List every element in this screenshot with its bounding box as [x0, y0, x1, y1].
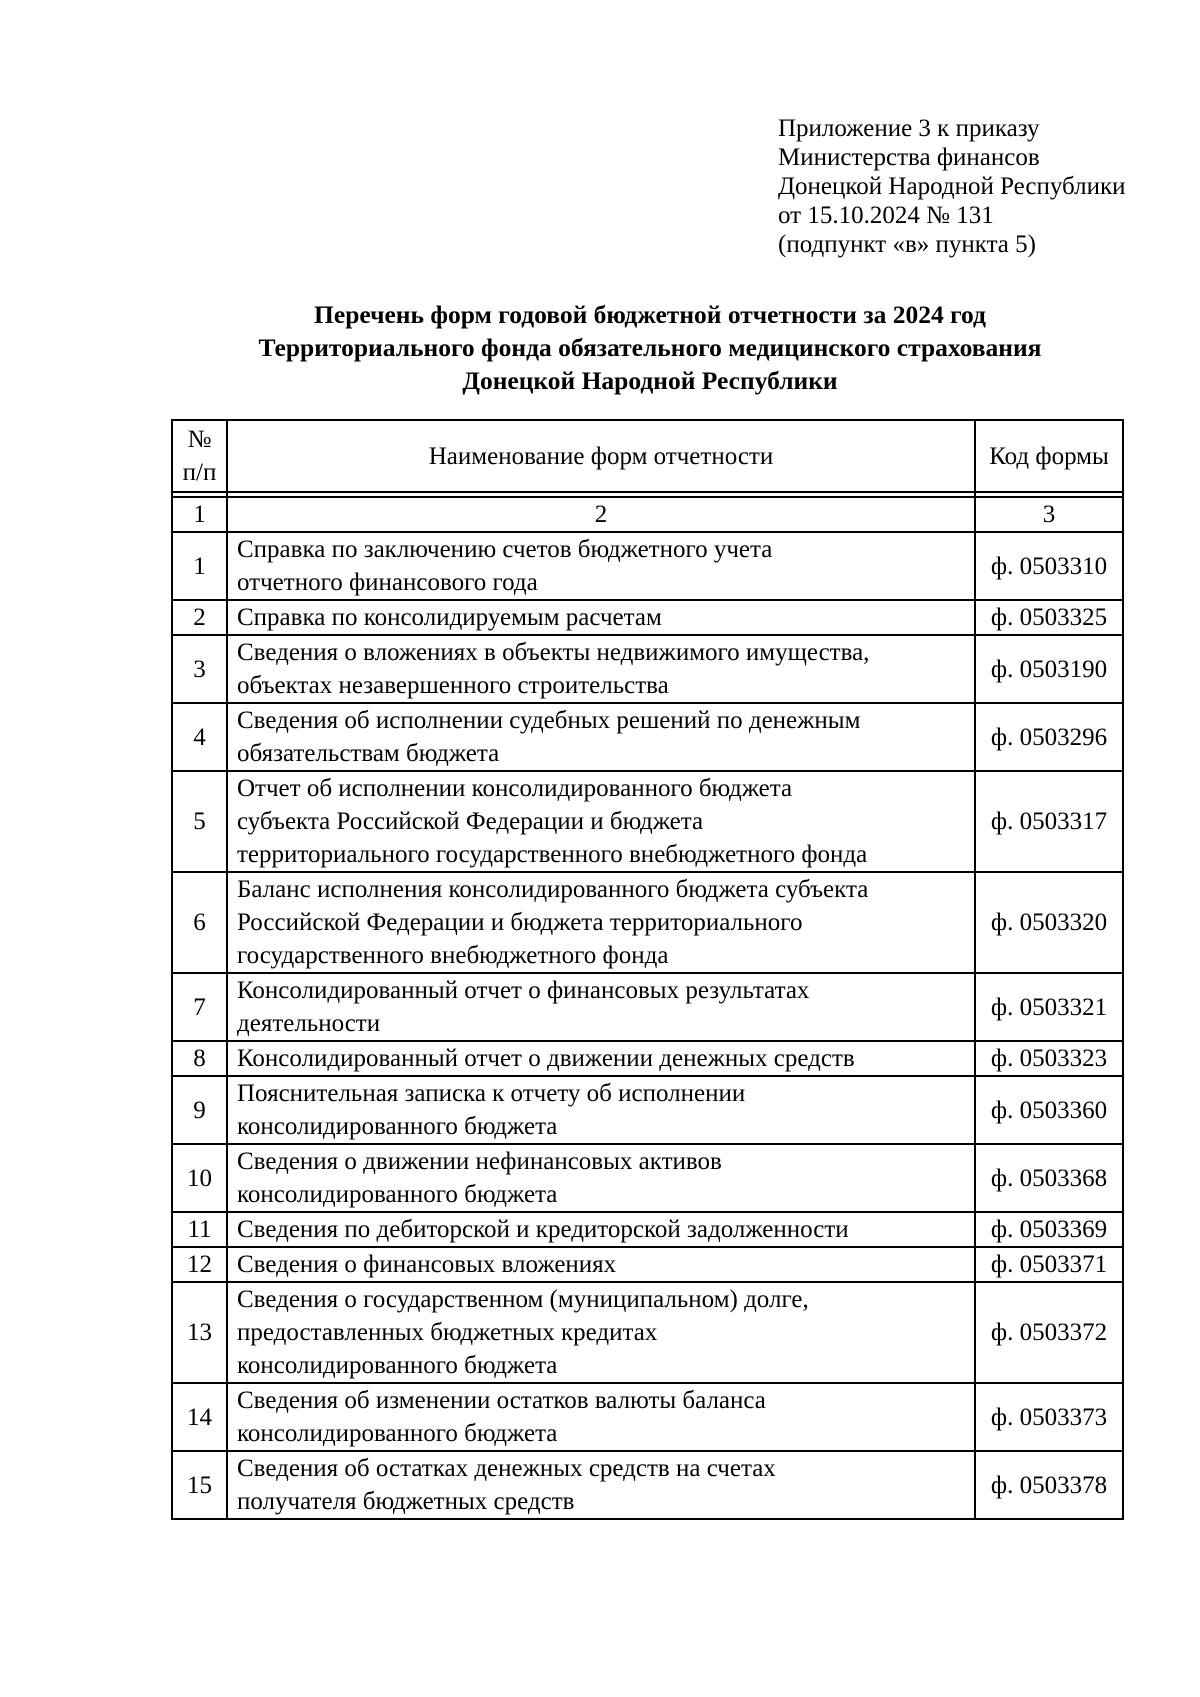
- form-name-line: консолидированного бюджета: [237, 1352, 558, 1379]
- table-row: [172, 1247, 1123, 1282]
- annex-line: Приложение 3 к приказу: [778, 115, 1040, 142]
- form-name: [227, 600, 975, 635]
- row-number: 8: [172, 1041, 227, 1076]
- form-name-line: деятельности: [237, 1010, 381, 1037]
- form-name-line: Справка по консолидируемым расчетам: [237, 604, 662, 631]
- column-index-1: 1: [172, 497, 227, 532]
- table-row: [172, 1451, 1123, 1519]
- table-row: [172, 1041, 1123, 1076]
- form-name: [227, 1451, 975, 1519]
- form-code: ф. 0503190: [975, 635, 1123, 703]
- form-name: [227, 1212, 975, 1247]
- form-code: ф. 0503296: [975, 703, 1123, 771]
- form-name-line: Справка по заключению счетов бюджетного учета: [237, 536, 773, 563]
- form-name: [227, 771, 975, 872]
- row-number: 3: [172, 635, 227, 703]
- form-name: [227, 1282, 975, 1383]
- form-name-line: отчетного финансового года: [237, 569, 538, 596]
- form-name-line: государственного внебюджетного фонда: [237, 942, 669, 969]
- row-number: 15: [172, 1451, 227, 1519]
- table-row: [172, 872, 1123, 973]
- row-number: 2: [172, 600, 227, 635]
- row-number: 4: [172, 703, 227, 771]
- form-name-line: Отчет об исполнении консолидированного бюджета: [237, 775, 793, 802]
- form-code: ф. 0503360: [975, 1076, 1123, 1144]
- header-num: [172, 420, 227, 492]
- header-code: Код формы: [975, 420, 1123, 492]
- form-code: ф. 0503325: [975, 600, 1123, 635]
- form-name-line: консолидированного бюджета: [237, 1420, 558, 1447]
- document-title: [0, 298, 1200, 397]
- annex-line: Министерства финансов: [778, 144, 1040, 171]
- column-index-2: 2: [227, 497, 975, 532]
- table-row: [172, 600, 1123, 635]
- table-row: [172, 1282, 1123, 1383]
- table-body: [172, 492, 1123, 1519]
- table-row: [172, 703, 1123, 771]
- form-name-line: Сведения о финансовых вложениях: [237, 1251, 617, 1278]
- form-name-line: Российской Федерации и бюджета территориального: [237, 909, 803, 936]
- forms-table: [171, 419, 1124, 1520]
- form-code: ф. 0503317: [975, 771, 1123, 872]
- form-name-line: Сведения по дебиторской и кредиторской задолженности: [237, 1216, 849, 1243]
- form-name-line: Сведения об изменении остатков валюты баланса: [237, 1387, 766, 1414]
- table-row: [172, 771, 1123, 872]
- column-index-row: [172, 497, 1123, 532]
- row-number: 13: [172, 1282, 227, 1383]
- form-name-line: Сведения о движении нефинансовых активов: [237, 1148, 722, 1175]
- form-name-line: консолидированного бюджета: [237, 1113, 558, 1140]
- row-number: 14: [172, 1383, 227, 1451]
- form-name: [227, 532, 975, 600]
- header-num-line2: п/п: [182, 459, 217, 486]
- form-name-line: консолидированного бюджета: [237, 1181, 558, 1208]
- title-line: Донецкой Народной Республики: [462, 366, 838, 395]
- form-name: [227, 703, 975, 771]
- form-name: [227, 1383, 975, 1451]
- annex-line: (подпункт «в» пункта 5): [778, 231, 1036, 258]
- form-code: ф. 0503323: [975, 1041, 1123, 1076]
- form-name: [227, 1247, 975, 1282]
- header-num-line1: №: [187, 426, 212, 453]
- form-name: [227, 973, 975, 1041]
- form-name: [227, 1076, 975, 1144]
- table-row: [172, 1076, 1123, 1144]
- form-code: ф. 0503320: [975, 872, 1123, 973]
- table-row: [172, 635, 1123, 703]
- annex-line: от 15.10.2024 № 131: [778, 202, 994, 229]
- form-code: ф. 0503368: [975, 1144, 1123, 1212]
- form-code: ф. 0503373: [975, 1383, 1123, 1451]
- table-row: [172, 1144, 1123, 1212]
- table-header-row: [172, 420, 1123, 492]
- form-name-line: предоставленных бюджетных кредитах: [237, 1319, 658, 1346]
- form-code: ф. 0503369: [975, 1212, 1123, 1247]
- form-name-line: обязательствам бюджета: [237, 740, 500, 767]
- form-name-line: Пояснительная записка к отчету об исполнении: [237, 1080, 746, 1107]
- form-name-line: Баланс исполнения консолидированного бюджета субъекта: [237, 876, 869, 903]
- row-number: 5: [172, 771, 227, 872]
- header-name: Наименование форм отчетности: [227, 420, 975, 492]
- form-name: [227, 635, 975, 703]
- annex-line: Донецкой Народной Республики: [778, 173, 1126, 200]
- form-code: ф. 0503378: [975, 1451, 1123, 1519]
- form-name-line: объектах незавершенного строительства: [237, 672, 669, 699]
- form-name-line: получателя бюджетных средств: [237, 1488, 575, 1515]
- form-name-line: Сведения о государственном (муниципальном) долге,: [237, 1286, 809, 1313]
- form-code: ф. 0503321: [975, 973, 1123, 1041]
- title-line: Территориального фонда обязательного медицинского страхования: [258, 333, 1042, 362]
- form-code: ф. 0503372: [975, 1282, 1123, 1383]
- row-number: 9: [172, 1076, 227, 1144]
- row-number: 1: [172, 532, 227, 600]
- form-name-line: Сведения о вложениях в объекты недвижимого имущества,: [237, 639, 870, 666]
- annex-block: [778, 114, 1126, 259]
- table-row: [172, 1383, 1123, 1451]
- row-number: 6: [172, 872, 227, 973]
- form-name: [227, 1144, 975, 1212]
- form-code: ф. 0503310: [975, 532, 1123, 600]
- form-name: [227, 872, 975, 973]
- form-name-line: Консолидированный отчет о финансовых результатах: [237, 977, 810, 1004]
- form-name-line: Консолидированный отчет о движении денежных средств: [237, 1045, 855, 1072]
- column-index-3: 3: [975, 497, 1123, 532]
- row-number: 10: [172, 1144, 227, 1212]
- form-name-line: Сведения об исполнении судебных решений по денежным: [237, 707, 861, 734]
- form-name-line: Сведения об остатках денежных средств на счетах: [237, 1455, 776, 1482]
- row-number: 12: [172, 1247, 227, 1282]
- row-number: 7: [172, 973, 227, 1041]
- title-line: Перечень форм годовой бюджетной отчетности за 2024 год: [314, 300, 986, 329]
- table-row: [172, 973, 1123, 1041]
- form-name-line: территориального государственного внебюджетного фонда: [237, 841, 868, 868]
- form-name-line: субъекта Российской Федерации и бюджета: [237, 808, 704, 835]
- table-row: [172, 1212, 1123, 1247]
- form-name: [227, 1041, 975, 1076]
- row-number: 11: [172, 1212, 227, 1247]
- table-row: [172, 532, 1123, 600]
- form-code: ф. 0503371: [975, 1247, 1123, 1282]
